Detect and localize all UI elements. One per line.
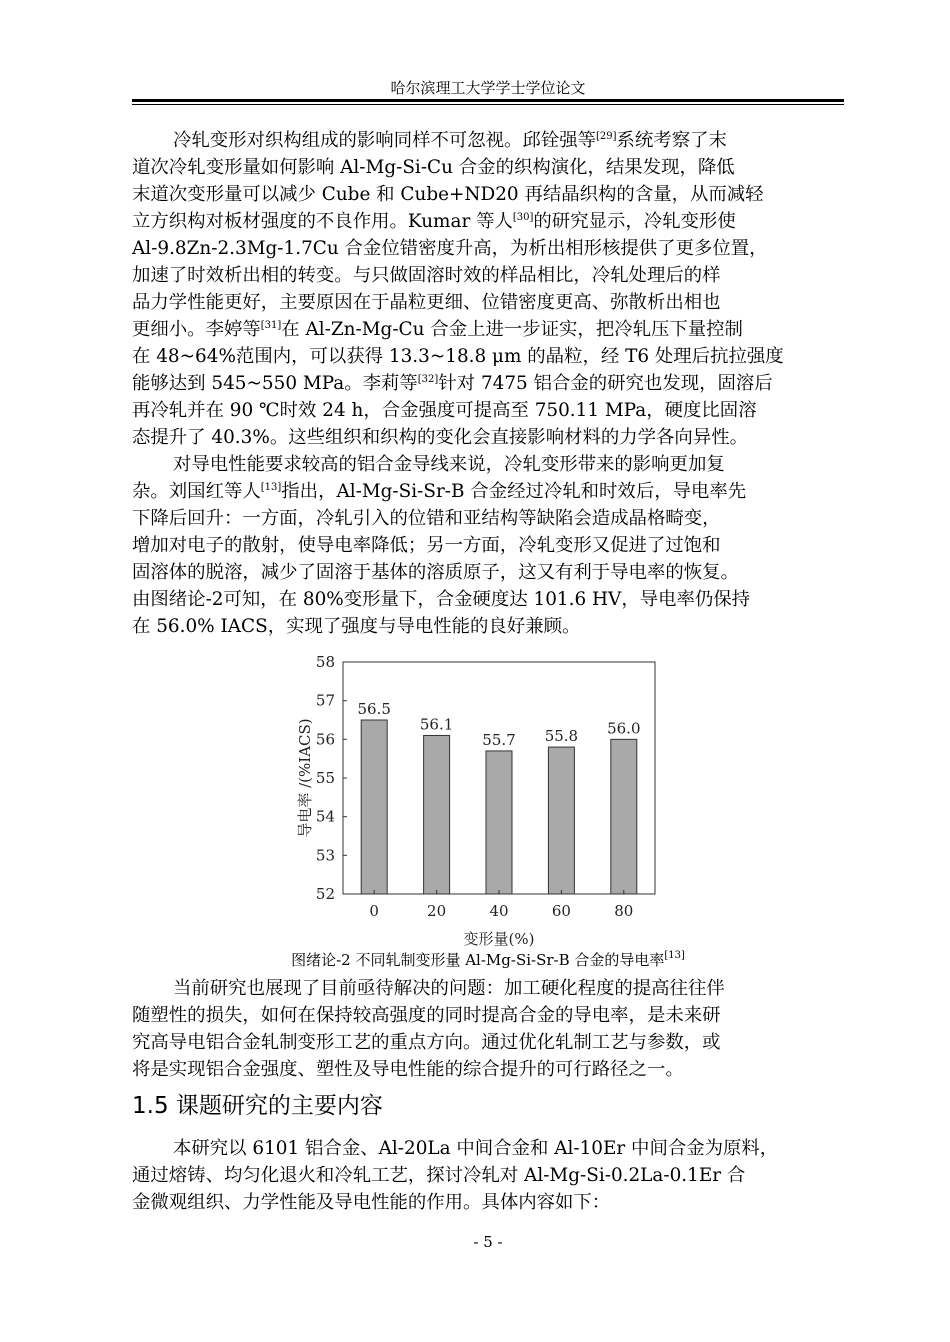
text-line: 增加对电子的散射，使导电率降低；另一方面，冷轧变形又促进了过饱和 — [132, 535, 721, 556]
text-line: 加速了时效析出相的转变。与只做固溶时效的样品相比，冷轧处理后的样 — [132, 265, 721, 286]
paragraph-conductivity — [132, 451, 852, 640]
running-header: 哈尔滨理工大学学士学位论文 — [390, 79, 586, 97]
header-rule-thin — [132, 104, 844, 105]
text-line: 下降后回升：一方面，冷轧引入的位错和亚结构等缺陷会造成晶格畸变， — [132, 508, 721, 529]
header-rule-thick — [132, 99, 844, 102]
bar — [548, 747, 574, 894]
bar — [424, 735, 450, 894]
section-heading: 1.5 课题研究的主要内容 — [132, 1093, 383, 1119]
bar — [361, 720, 387, 894]
x-tick-label: 40 — [489, 902, 509, 920]
y-tick-label: 53 — [315, 846, 335, 865]
citation: [29] — [596, 131, 617, 142]
text-line: 冷轧变形对织构组成的影响同样不可忽视。邱铨强等[29]系统考察了末 — [173, 130, 727, 151]
text-line: 立方织构对板材强度的不良作用。Kumar 等人[30]的研究显示，冷轧变形使 — [132, 211, 736, 232]
citation: [13] — [260, 482, 282, 493]
text-line: 末道次变形量可以减少 Cube 和 Cube+ND20 再结晶织构的含量，从而减轻 — [132, 184, 764, 205]
y-tick-label: 58 — [315, 653, 335, 671]
text-line: 随塑性的损失，如何在保持较高强度的同时提高合金的导电率，是未来研 — [132, 1005, 721, 1026]
text-line: 当前研究也展现了目前亟待解决的问题：加工硬化程度的提高往往伴 — [173, 978, 725, 999]
text-line: 在 56.0% IACS，实现了强度与导电性能的良好兼顾。 — [132, 616, 581, 637]
text-line: 将是实现铝合金强度、塑性及导电性能的综合提升的可行路径之一。 — [132, 1059, 684, 1080]
text-line: 道次冷轧变形量如何影响 Al-Mg-Si-Cu 合金的织构演化，结果发现，降低 — [132, 157, 735, 178]
paragraph-open-problems — [132, 975, 852, 1083]
y-tick-label: 52 — [315, 885, 335, 903]
x-tick-label: 60 — [551, 902, 571, 920]
citation: [32] — [417, 374, 439, 385]
text-line: 由图绪论-2可知，在 80%变形量下，合金硬度达 101.6 HV，导电率仍保持 — [132, 589, 751, 610]
text-line: 品力学性能更好，主要原因在于晶粒更细、位错密度更高、弥散析出相也 — [132, 292, 721, 313]
text-line: 对导电性能要求较高的铝合金导线来说，冷轧变形带来的影响更加复 — [173, 454, 725, 475]
y-tick-label: 55 — [315, 769, 335, 787]
citation: [30] — [512, 212, 534, 223]
text-line: 能够达到 545~550 MPa。李莉等[32]针对 7475 铝合金的研究也发现，固溶后 — [132, 373, 773, 394]
x-tick-label: 80 — [614, 902, 634, 920]
bar — [611, 739, 637, 894]
data-label: 56.1 — [419, 715, 454, 734]
data-label: 56.0 — [607, 719, 641, 738]
x-tick-label: 20 — [427, 902, 447, 920]
text-line: 固溶体的脱溶，减少了固溶于基体的溶质原子，这又有利于导电率的恢复。 — [132, 562, 739, 583]
y-tick-label: 57 — [315, 691, 335, 710]
x-axis-title: 变形量(%) — [463, 930, 535, 948]
data-label: 56.5 — [357, 700, 391, 718]
x-tick-label: 0 — [369, 902, 379, 920]
data-label: 55.7 — [482, 730, 516, 749]
figure-caption: 图绪论-2 不同轧制变形量 Al-Mg-Si-Sr-B 合金的导电率[13] — [291, 950, 685, 969]
text-line: 金微观组织、力学性能及导电性能的作用。具体内容如下： — [132, 1192, 611, 1213]
text-line: 究高导电铝合金轧制变形工艺的重点方向。通过优化轧制工艺与参数，或 — [132, 1032, 721, 1053]
y-axis-title: 导电率 /(%IACS) — [296, 718, 314, 838]
text-line: 杂。刘国红等人[13]指出，Al-Mg-Si-Sr-B 合金经过冷轧和时效后，导电率先 — [132, 481, 747, 502]
text-line: 更细小。李婷等[31]在 Al-Zn-Mg-Cu 合金上进一步证实，把冷轧压下量控制 — [132, 319, 743, 340]
text-line: 通过熔铸、均匀化退火和冷轧工艺，探讨冷轧对 Al-Mg-Si-0.2La-0.1Er 合 — [132, 1165, 746, 1186]
conductivity-bar-chart — [290, 648, 670, 948]
page-number: - 5 - — [473, 1233, 503, 1251]
citation: [31] — [260, 320, 282, 331]
text-line: Al-9.8Zn-2.3Mg-1.7Cu 合金位错密度升高，为析出相形核提供了更多位置， — [132, 238, 768, 259]
data-label: 55.8 — [544, 727, 579, 746]
text-line: 态提升了 40.3%。这些组织和织构的变化会直接影响材料的力学各向异性。 — [132, 427, 748, 448]
citation: [13] — [664, 950, 685, 961]
y-tick-label: 54 — [315, 807, 335, 826]
text-line: 本研究以 6101 铝合金、Al-20La 中间合金和 Al-10Er 中间合金为原料， — [173, 1138, 779, 1159]
y-tick-label: 56 — [315, 730, 335, 749]
text-line: 在 48~64%范围内，可以获得 13.3~18.8 μm 的晶粒，经 T6 处理后抗拉强度 — [132, 346, 784, 367]
text-line: 再冷轧并在 90 ℃时效 24 h，合金强度可提高至 750.11 MPa，硬度比固溶 — [132, 400, 757, 421]
paragraph-cold-rolling-texture — [132, 127, 852, 451]
paragraph-research-content — [132, 1135, 852, 1216]
bar — [486, 751, 512, 894]
